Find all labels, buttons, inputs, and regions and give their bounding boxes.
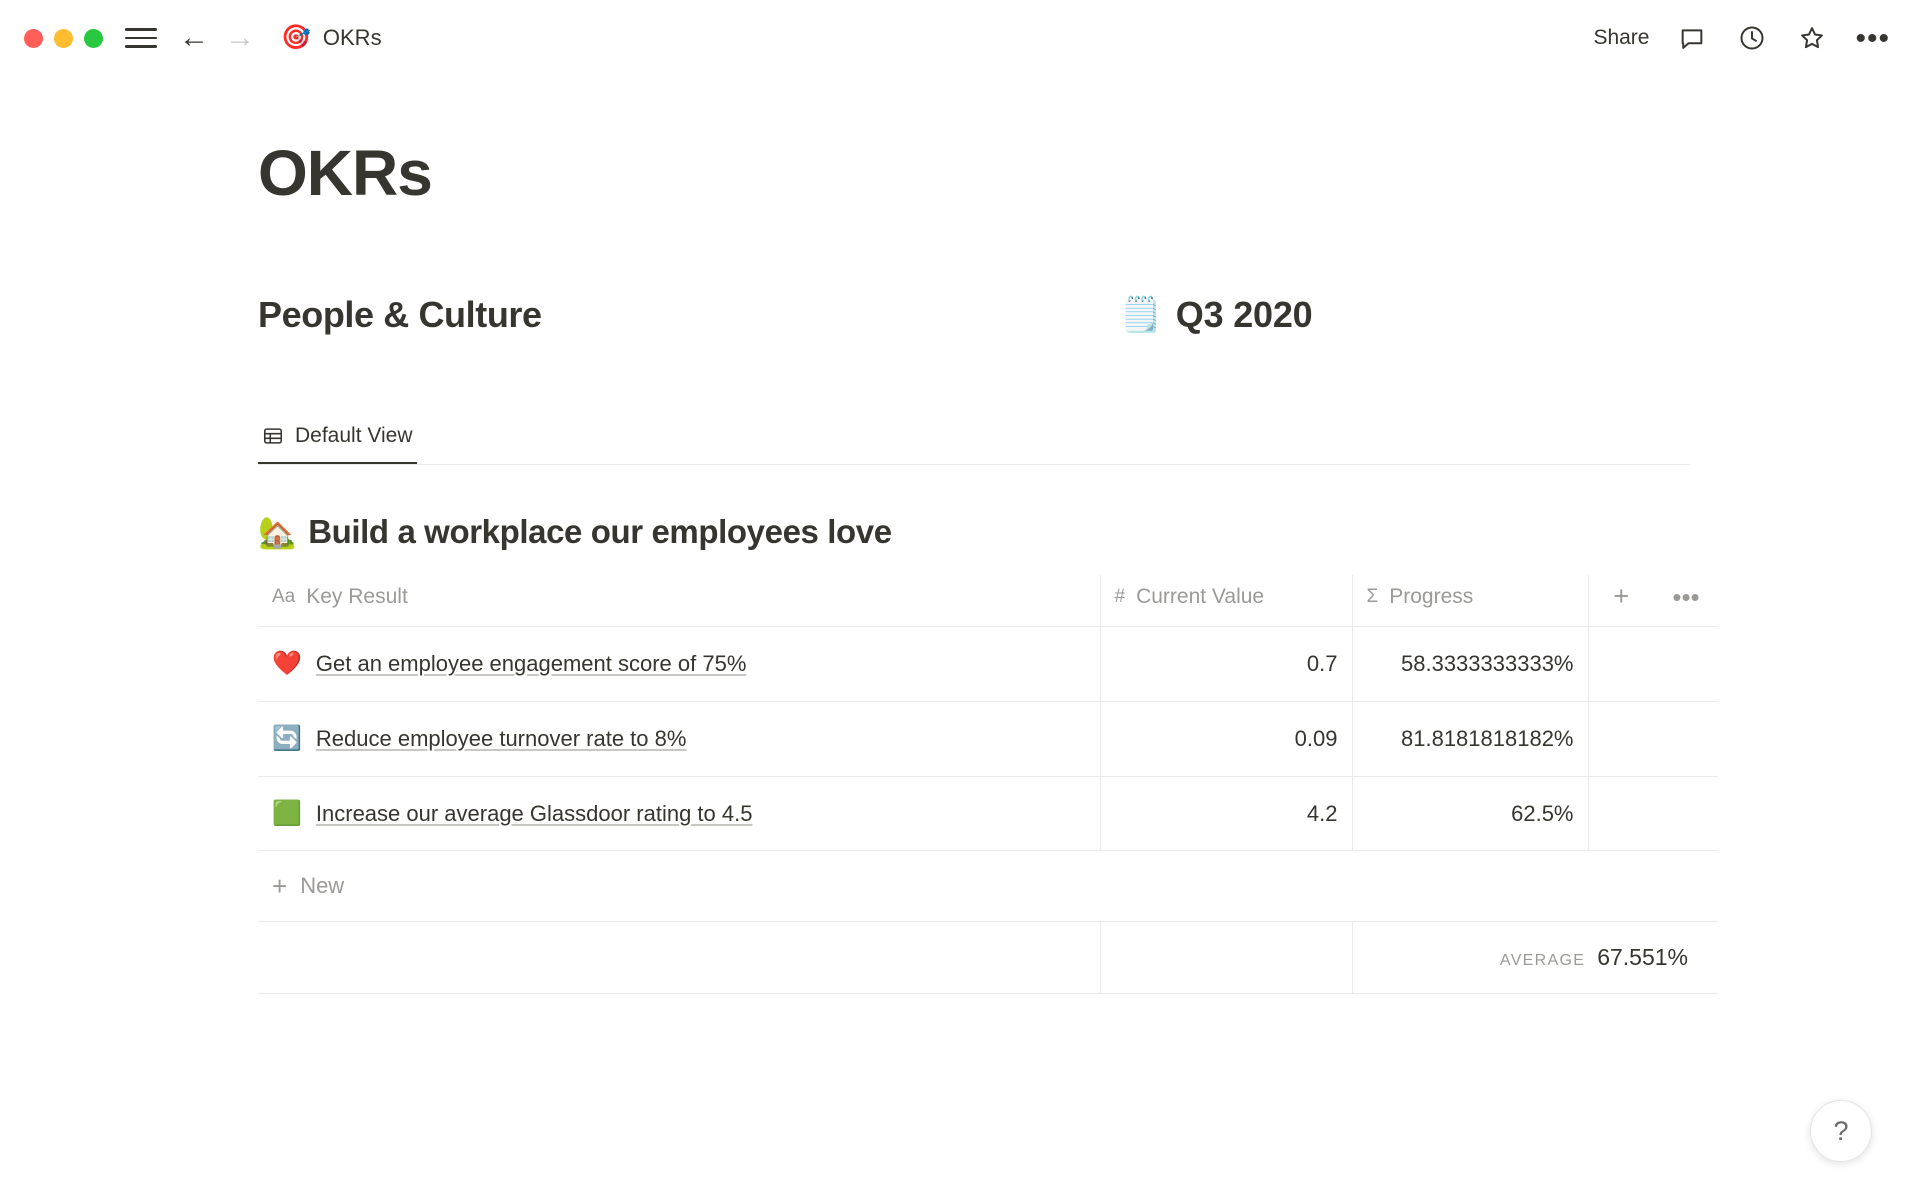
comment-icon[interactable]: [1675, 21, 1709, 55]
cell-row-options: [1654, 776, 1718, 851]
table-options-header[interactable]: [1654, 575, 1718, 627]
database-title-row: [258, 513, 1800, 551]
cell-progress: 58.3333333333%: [1352, 627, 1588, 702]
database-block: [258, 418, 1800, 994]
new-row[interactable]: [258, 851, 1718, 922]
sidebar-toggle-icon[interactable]: [125, 22, 157, 54]
section-header-row: [258, 294, 1800, 336]
more-options-icon[interactable]: •••: [1855, 21, 1890, 55]
target-icon: 🎯: [281, 24, 311, 51]
cell-key-result[interactable]: [258, 702, 1100, 777]
page-title: OKRs: [258, 137, 432, 209]
section-heading: People & Culture: [258, 294, 542, 336]
new-row-label: New: [300, 873, 345, 899]
table-row[interactable]: [258, 776, 1718, 851]
new-row-cell[interactable]: [258, 851, 1718, 922]
column-header-key-result[interactable]: [258, 575, 1100, 627]
summary-average-cell[interactable]: [1352, 922, 1718, 994]
cell-current-value[interactable]: 0.7: [1100, 627, 1352, 702]
table-row[interactable]: [258, 702, 1718, 777]
help-button[interactable]: ?: [1810, 1100, 1872, 1162]
row-title-link[interactable]: Reduce employee turnover rate to 8%: [315, 725, 687, 751]
cell-key-result[interactable]: [258, 627, 1100, 702]
summary-row: [258, 922, 1718, 994]
cell-current-value[interactable]: 4.2: [1100, 776, 1352, 851]
table-icon: [262, 425, 284, 447]
share-button[interactable]: Share: [1593, 26, 1650, 49]
house-icon: 🏡: [258, 514, 297, 550]
maximize-window-button[interactable]: [84, 29, 103, 48]
green-square-icon: 🟩: [272, 799, 302, 827]
row-title-link[interactable]: Get an employee engagement score of 75%: [315, 651, 747, 677]
formula-type-icon: Σ: [1366, 585, 1379, 607]
favorite-star-icon[interactable]: [1795, 21, 1829, 55]
tab-default-view[interactable]: [258, 418, 417, 464]
column-header-progress-label: Progress: [1389, 584, 1474, 608]
history-clock-icon[interactable]: [1735, 21, 1769, 55]
window-titlebar: [0, 0, 1920, 76]
quarter-label-group: [1120, 294, 1313, 336]
breadcrumb-label: OKRs: [322, 25, 382, 50]
forward-arrow-icon[interactable]: →: [225, 21, 255, 54]
text-type-icon: Aa: [272, 585, 296, 607]
recycle-icon: 🔄: [272, 724, 302, 752]
titlebar-actions: [1593, 21, 1890, 55]
back-arrow-icon[interactable]: ←: [179, 21, 209, 54]
column-header-progress[interactable]: [1352, 575, 1588, 627]
summary-spacer-value: [1100, 922, 1352, 994]
table-header: [258, 575, 1718, 627]
breadcrumb[interactable]: [281, 25, 382, 51]
summary-average-value: 67.551%: [1597, 944, 1688, 971]
column-header-current-value[interactable]: [1100, 575, 1352, 627]
minimize-window-button[interactable]: [54, 29, 73, 48]
heart-icon: ❤️: [272, 650, 302, 678]
page-content: [0, 138, 1920, 994]
summary-average-label: AVERAGE: [1499, 952, 1586, 970]
column-header-key-result-label: Key Result: [306, 584, 408, 608]
database-view-tabs: [258, 418, 1690, 465]
column-header-current-value-label: Current Value: [1136, 584, 1265, 608]
plus-icon: +: [272, 871, 288, 902]
table-more-options-icon[interactable]: •••: [1672, 581, 1700, 612]
cell-key-result[interactable]: [258, 776, 1100, 851]
cell-row-options: [1654, 702, 1718, 777]
add-column-header[interactable]: [1588, 575, 1654, 627]
cell-row-options: [1654, 627, 1718, 702]
cell-spacer: [1588, 702, 1654, 777]
table-body: [258, 627, 1718, 994]
summary-spacer: [258, 922, 1100, 994]
close-window-button[interactable]: [24, 29, 43, 48]
traffic-light-buttons: [24, 29, 103, 48]
quarter-label: Q3 2020: [1175, 294, 1313, 336]
add-column-icon[interactable]: +: [1613, 581, 1630, 612]
table-row[interactable]: [258, 627, 1718, 702]
okr-table: [258, 575, 1718, 994]
row-title-link[interactable]: Increase our average Glassdoor rating to 4.5: [315, 800, 753, 826]
cell-progress: 81.8181818182%: [1352, 702, 1588, 777]
tab-default-view-label: Default View: [295, 424, 413, 448]
cell-progress: 62.5%: [1352, 776, 1588, 851]
database-title: Build a workplace our employees love: [308, 513, 892, 551]
cell-current-value[interactable]: 0.09: [1100, 702, 1352, 777]
cell-spacer: [1588, 776, 1654, 851]
cell-spacer: [1588, 627, 1654, 702]
calendar-icon: 🗒️: [1119, 296, 1162, 335]
number-type-icon: #: [1114, 585, 1126, 607]
